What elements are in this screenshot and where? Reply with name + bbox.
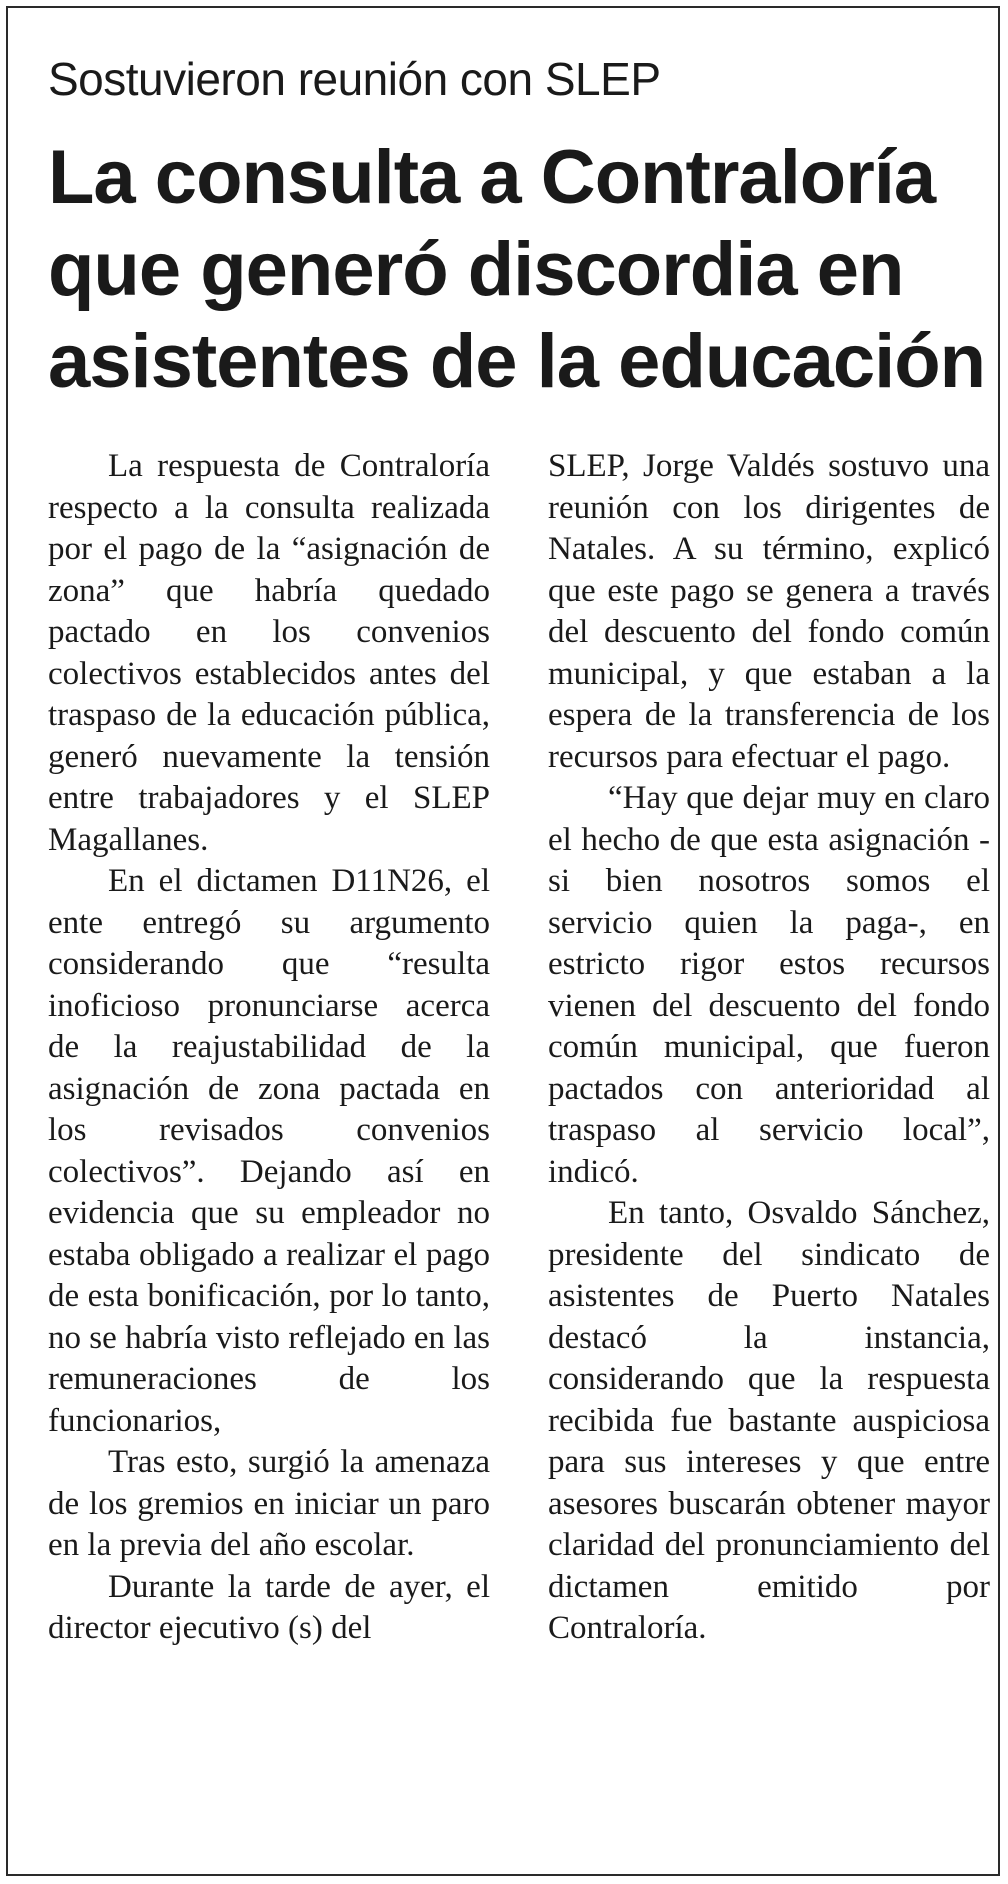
article-kicker: Sostuvieron reunión con SLEP	[48, 53, 661, 105]
article-frame	[6, 6, 1000, 1876]
headline-line: asistentes de la educación	[48, 319, 986, 404]
article-headline	[48, 132, 988, 408]
article-paragraph: En el dictamen D11N26, el ente entregó su argumento considerando que “resulta inoficioso pronunciarse acerca de la reajustabilidad de la asignación de zona pactada en los revisados convenios colectivos”. Dejando así en evidencia que su empleador no estaba obligado a realizar el pago de esta bonificación, por lo tanto, no se habría visto reflejado en las remuneraciones de los funcionarios,	[48, 863, 490, 1439]
headline-line: La consulta a Contraloría	[48, 135, 936, 220]
article-paragraph: “Hay que dejar muy en claro el hecho de que esta asignación -si bien nosotros somos el servicio quien la paga-, en estricto rigor estos recursos vienen del descuento del fondo común municipal, que fueron pactados con anterioridad al traspaso al servicio local”, indicó.	[548, 780, 990, 1190]
article-paragraph: En tanto, Osvaldo Sánchez, presidente del sindicato de asistentes de Puerto Natales destacó la instancia, considerando que la respuesta recibida fue bastante auspiciosa para sus intereses y que entre asesores buscarán obtener mayor claridad del pronunciamiento del dictamen emitido por Contraloría.	[548, 1195, 990, 1646]
article-paragraph: Tras esto, surgió la amenaza de los gremios en iniciar un paro en la previa del año escolar.	[48, 1444, 490, 1563]
article-column-right	[548, 446, 990, 1650]
article-paragraph: Durante la tarde de ayer, el director ejecutivo (s) del	[48, 1568, 490, 1646]
article-paragraph: SLEP, Jorge Valdés sostuvo una reunión con los dirigentes de Natales. A su término, explicó que este pago se genera a través del descuento del fondo común municipal, y que estaban a la espera de la transferencia de los recursos para efectuar el pago.	[548, 448, 990, 775]
article-column-left	[48, 446, 490, 1650]
article-paragraph: La respuesta de Contraloría respecto a la consulta realizada por el pago de la “asignación de zona” que habría quedado pactado en los convenios colectivos establecidos antes del traspaso de la educación pública, generó nuevamente la tensión entre trabajadores y el SLEP Magallanes.	[48, 448, 490, 858]
headline-line: que generó discordia en	[48, 227, 904, 312]
